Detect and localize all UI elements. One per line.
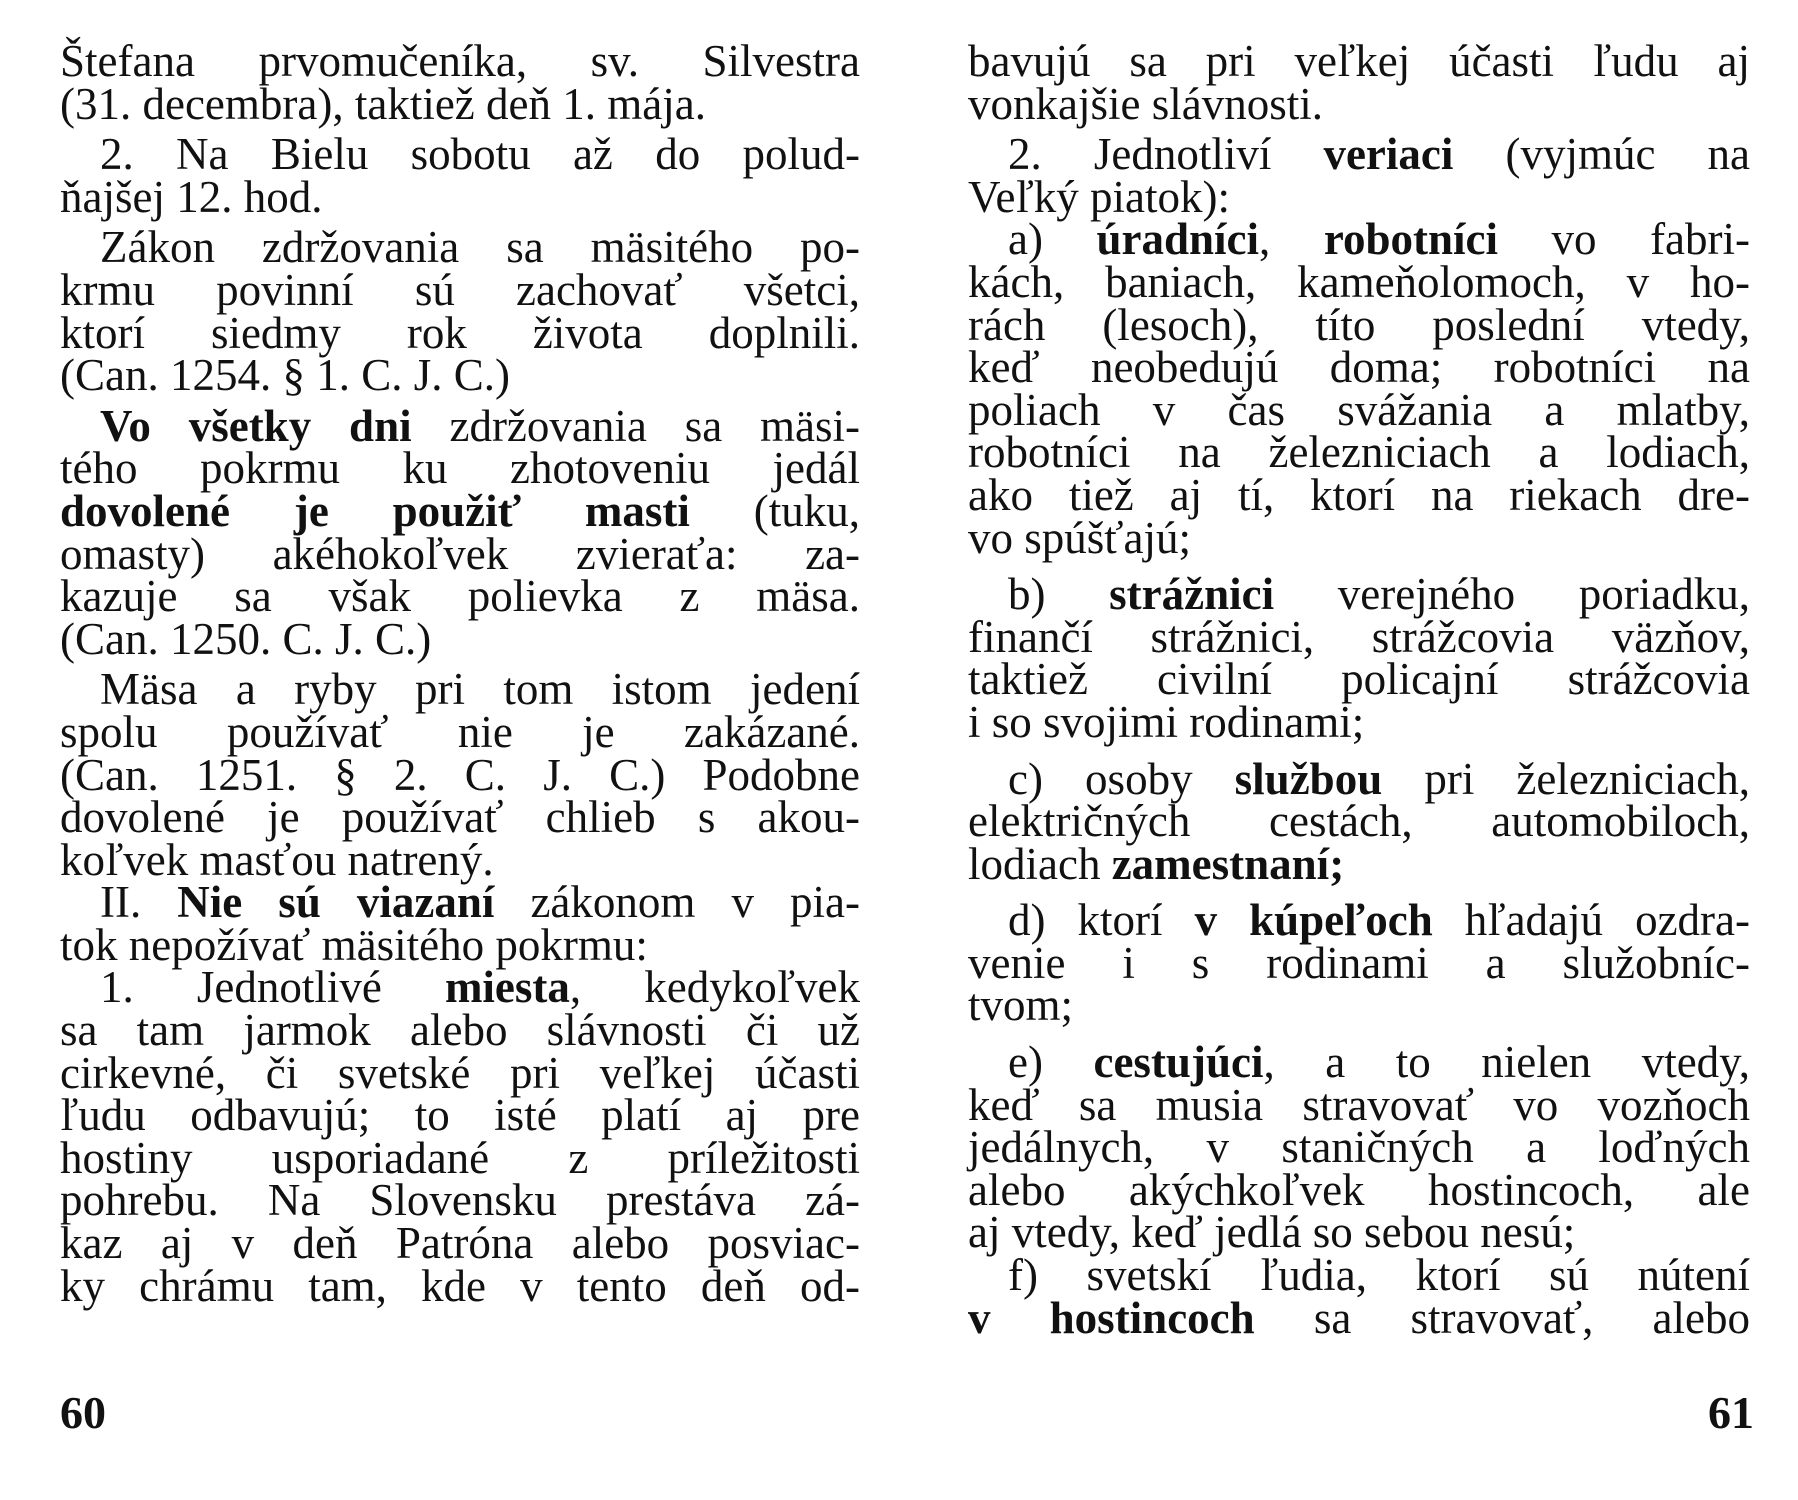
text-line: kách, baniach, kameňolomoch, v ho- [968, 256, 1750, 307]
text-line: vo spúšťajú; [968, 512, 1191, 563]
bold-phrase: službou [1234, 753, 1383, 804]
text-line: lodiach zamestnaní; [968, 838, 1345, 889]
bold-phrase: dovolené je použiť masti [60, 485, 690, 536]
text-line: (Can. 1250. C. J. C.) [60, 613, 432, 664]
page-number-right: 61 [1708, 1387, 1754, 1438]
page-number-left: 60 [60, 1387, 106, 1438]
text-line: bavujú sa pri veľkej účasti ľudu aj [968, 36, 1750, 86]
text-line: jedálnych, v staničných a loďných [968, 1122, 1750, 1173]
text-line: c) osoby službou pri železniciach, [1008, 753, 1750, 804]
text-line: omasty) akéhokoľvek zvieraťa: za- [60, 528, 860, 579]
text-line: pohrebu. Na Slovensku prestáva zá- [60, 1175, 860, 1226]
text-line: finančí strážnici, strážcovia väzňov, [968, 611, 1750, 662]
text-line: kazuje sa však polievka z mäsa. [60, 571, 860, 622]
text-line: Zákon zdržovania sa mäsitého po- [100, 222, 860, 273]
text-line: dovolené je použiť masti (tuku, [60, 485, 860, 536]
bold-phrase: miesta [444, 962, 570, 1013]
text-line: koľvek masťou natrený. [60, 834, 494, 885]
bold-phrase: v kúpeľoch [1194, 895, 1433, 946]
text-line: Štefana prvomučeníka, sv. Silvestra [60, 36, 860, 86]
text-line: f) svetskí ľudia, ktorí sú nútení [1008, 1250, 1750, 1301]
bold-phrase: robotníci [1323, 214, 1499, 265]
text-line: a) úradníci, robotníci vo fabri- [1008, 214, 1751, 265]
text-line: ky chrámu tam, kde v tento deň od- [60, 1260, 860, 1311]
text-line: cirkevné, či svetské pri veľkej účasti [60, 1047, 860, 1098]
text-line: krmu povinní sú zachovať všetci, [60, 264, 860, 315]
text-line: taktiež civilní policajní strážcovia [968, 654, 1750, 705]
text-line: spolu používať nie je zakázané. [60, 706, 860, 757]
bold-phrase: cestujúci [1093, 1037, 1264, 1088]
bold-phrase: zamestnaní; [1111, 838, 1345, 889]
left-page [60, 36, 861, 1311]
bold-phrase: Nie sú viazaní [177, 877, 495, 928]
bold-phrase: Vo všetky dni [100, 400, 412, 451]
text-line: Mäsa a ryby pri tom istom jedení [100, 664, 860, 715]
text-line: rách (lesoch), títo poslední vtedy, [968, 299, 1750, 350]
text-line: keď sa musia stravovať vo vozňoch [968, 1079, 1750, 1130]
text-line: d) ktorí v kúpeľoch hľadajú ozdra- [1008, 895, 1750, 946]
text-line: poliach v čas svážania a mlatby, [968, 384, 1750, 435]
text-line: ňajšej 12. hod. [60, 171, 323, 222]
text-line: 1. Jednotlivé miesta, kedykoľvek [100, 962, 860, 1013]
text-line: alebo akýchkoľvek hostincoch, ale [968, 1164, 1750, 1215]
text-line: ľudu odbavujú; to isté platí aj pre [60, 1090, 860, 1141]
text-line: (Can. 1251. § 2. C. J. C.) Podobne [60, 749, 860, 800]
text-line: hostiny usporiadané z príležitosti [60, 1132, 860, 1183]
text-line: vonkajšie slávnosti. [968, 78, 1323, 129]
text-line: Vo všetky dni zdržovania sa mäsi- [100, 400, 861, 451]
bold-phrase: strážnici [1109, 569, 1275, 620]
bold-phrase: veriaci [1323, 129, 1454, 180]
text-line: kaz aj v deň Patróna alebo posviac- [60, 1218, 860, 1269]
text-line: aj vtedy, keď jedlá so sebou nesú; [968, 1207, 1576, 1258]
text-line: venie i s rodinami a služobníc- [968, 937, 1750, 988]
text-line: keď neobedujú doma; robotníci na [968, 342, 1750, 393]
text-line: b) strážnici verejného poriadku, [1008, 569, 1750, 620]
bold-phrase: úradníci [1096, 214, 1260, 265]
text-line: 2. Jednotliví veriaci (vyjmúc na [1008, 129, 1750, 180]
text-line: dovolené je používať chlieb s akou- [60, 792, 860, 843]
text-line: i so svojimi rodinami; [968, 696, 1365, 747]
text-line: tvom; [968, 980, 1074, 1031]
text-line: tok nepožívať mäsitého pokrmu: [60, 919, 648, 970]
bold-phrase: v hostincoch [968, 1292, 1255, 1343]
text-line: II. Nie sú viazaní zákonom v pia- [100, 877, 860, 928]
text-line: tého pokrmu ku zhotoveniu jedál [60, 443, 860, 494]
right-page [968, 36, 1751, 1343]
text-line: (31. decembra), taktiež deň 1. mája. [60, 78, 706, 129]
text-line: ako tiež aj tí, ktorí na riekach dre- [968, 469, 1750, 520]
text-line: električných cestách, automobiloch, [968, 796, 1750, 847]
text-line: e) cestujúci, a to nielen vtedy, [1008, 1037, 1750, 1088]
text-line: Veľký piatok): [968, 171, 1230, 222]
text-line: ktorí siedmy rok života doplnili. [60, 307, 860, 358]
text-line: 2. Na Bielu sobotu až do polud- [100, 129, 860, 180]
text-line: robotníci na železniciach a lodiach, [968, 427, 1750, 478]
text-line: v hostincoch sa stravovať, alebo [968, 1292, 1751, 1343]
text-line: sa tam jarmok alebo slávnosti či už [60, 1005, 860, 1056]
text-line: (Can. 1254. § 1. C. J. C.) [60, 350, 510, 401]
